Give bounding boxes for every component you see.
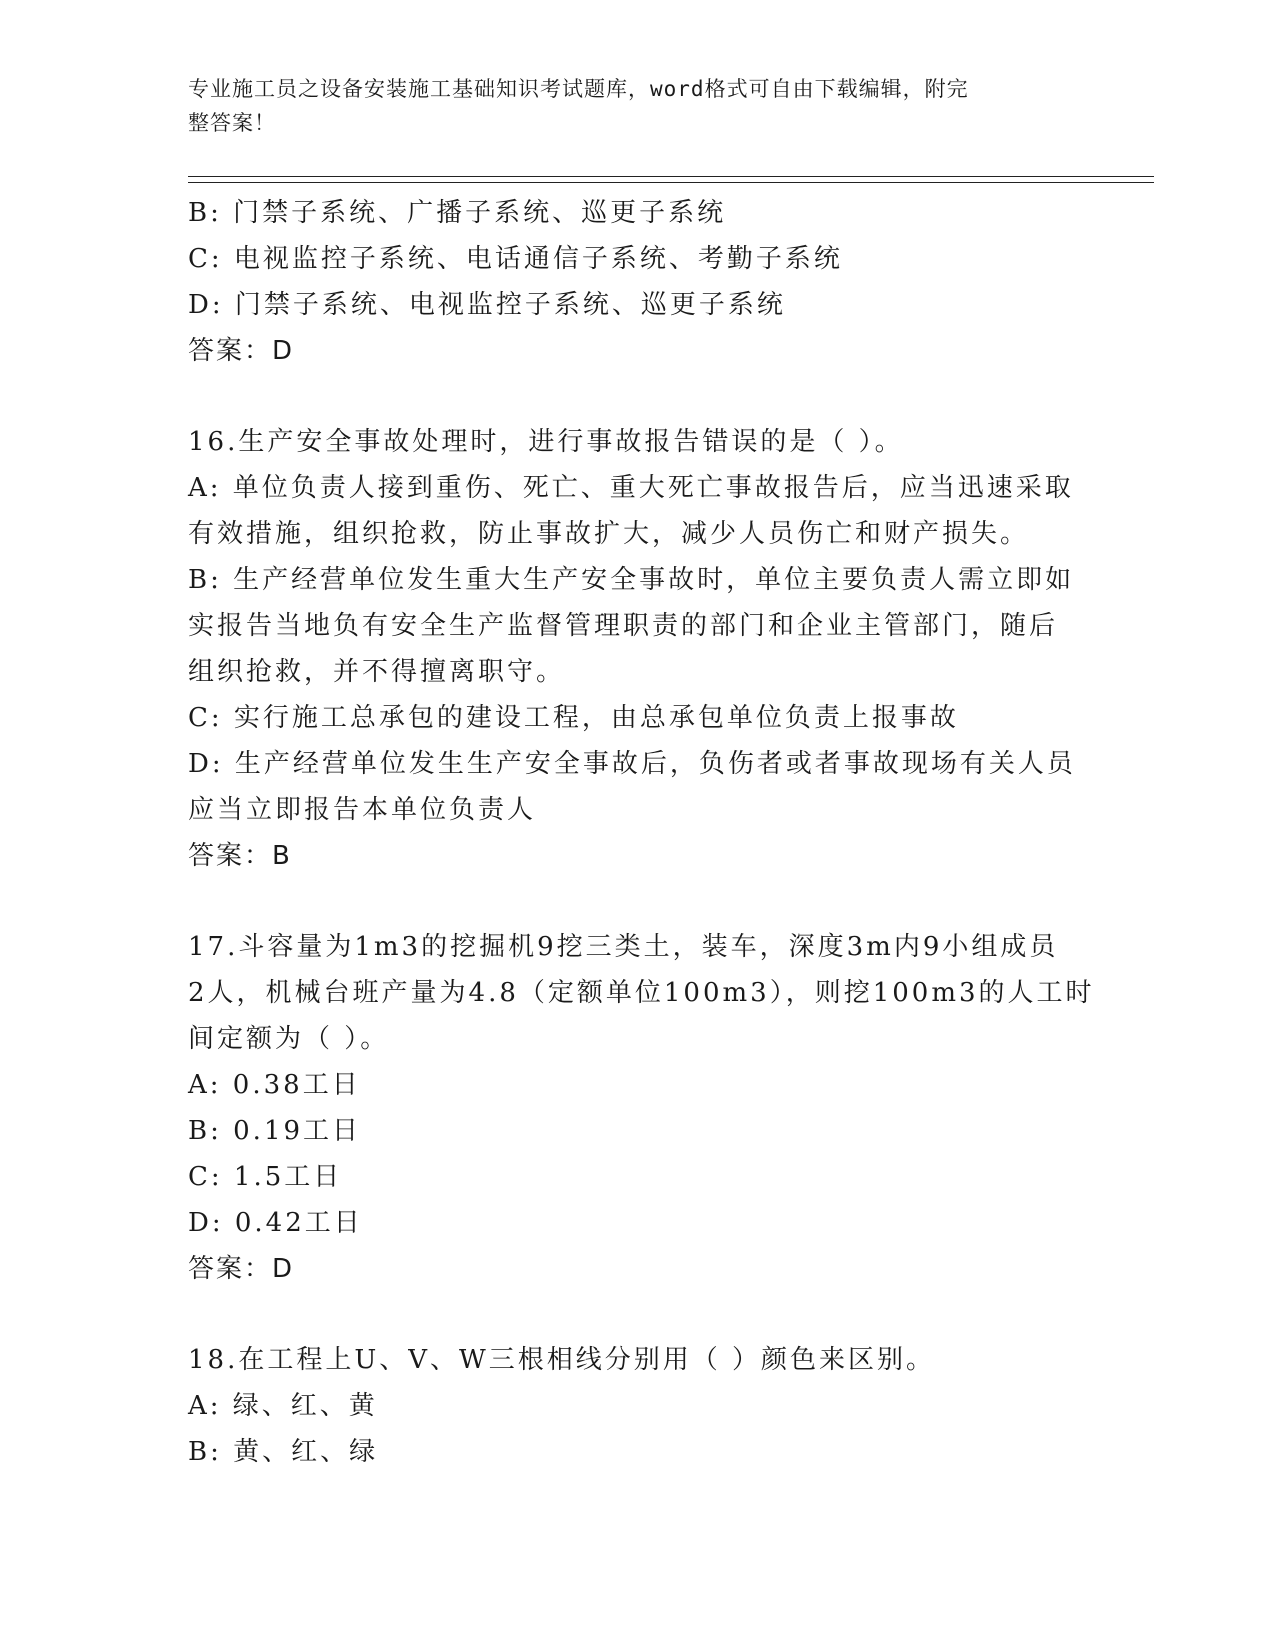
option-b: B: 0.19工日 [188,1116,362,1146]
option-c: C: 1.5工日 [188,1162,343,1192]
question-list [188,190,1095,1475]
answer: 答案：B [188,841,292,871]
header-line-1: 专业施工员之设备安装施工基础知识考试题库，word格式可自由下载编辑，附完 [188,77,969,101]
option-a: A: 绿、红、黄 [188,1391,378,1421]
option-a-cont: 有效措施，组织抢救，防止事故扩大，减少人员伤亡和财产损失。 [188,519,1030,549]
option-b-cont: 组织抢救，并不得擅离职守。 [188,657,566,687]
header-divider-bottom [188,182,1154,183]
option-c: C: 电视监控子系统、电话通信子系统、考勤子系统 [188,244,843,274]
question-stem: 17.斗容量为1m3的挖掘机9挖三类土，装车，深度3m内9小组成员 [188,932,1059,962]
option-b: B: 门禁子系统、广播子系统、巡更子系统 [188,198,727,228]
question-15 [188,190,1088,374]
option-d-cont: 应当立即报告本单位负责人 [188,795,537,825]
option-b: B: 黄、红、绿 [188,1437,379,1467]
answer: 答案：D [188,336,295,366]
option-b-cont: 实报告当地负有安全生产监督管理职责的部门和企业主管部门，随后 [188,611,1059,641]
option-c: C: 实行施工总承包的建设工程，由总承包单位负责上报事故 [188,703,959,733]
answer: 答案：D [188,1254,295,1284]
option-d: D: 0.42工日 [188,1208,363,1238]
question-stem-cont: 2人，机械台班产量为4.8（定额单位100m3），则挖100m3的人工时 [188,978,1095,1008]
question-16 [188,419,1088,879]
option-a: A: 0.38工日 [188,1070,361,1100]
question-18 [188,1337,1088,1475]
document-header [188,72,1088,140]
option-d: D: 门禁子系统、电视监控子系统、巡更子系统 [188,290,786,320]
header-divider-top [188,176,1154,177]
question-17 [188,924,1095,1292]
option-d: D: 生产经营单位发生生产安全事故后，负伤者或者事故现场有关人员 [188,749,1076,779]
header-line-2: 整答案！ [188,111,276,135]
question-stem: 16.生产安全事故处理时，进行事故报告错误的是（ ）。 [188,427,904,457]
option-b: B: 生产经营单位发生重大生产安全事故时，单位主要负责人需立即如 [188,565,1075,595]
question-stem-cont: 间定额为（ ）。 [188,1024,390,1054]
option-a: A: 单位负责人接到重伤、死亡、重大死亡事故报告后，应当迅速采取 [188,473,1074,503]
question-stem: 18.在工程上U、V、W三根相线分别用（ ）颜色来区别。 [188,1345,936,1375]
